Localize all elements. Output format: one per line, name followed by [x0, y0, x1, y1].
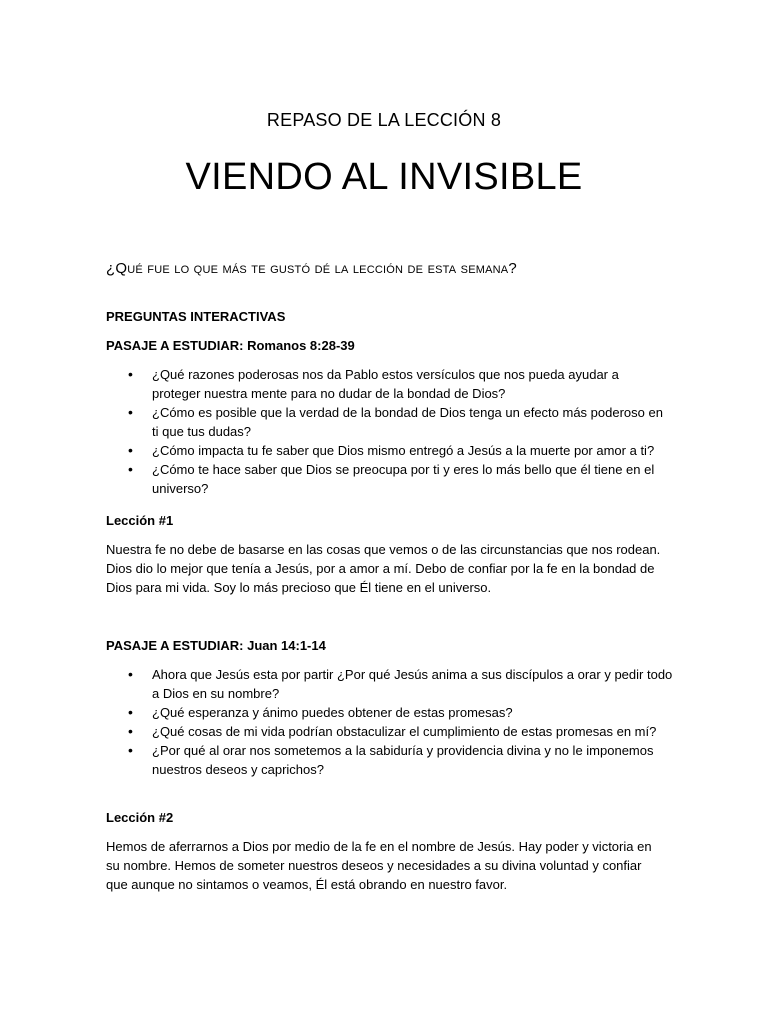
passage-2-label: PASAJE A ESTUDIAR: Juan 14:1-14	[106, 638, 326, 653]
section-heading: PREGUNTAS INTERACTIVAS	[106, 309, 286, 324]
list-item: • Ahora que Jesús esta por partir ¿Por qué Jesús anima a sus discípulos a orar y pedir todo a Dios en su nombre?	[106, 665, 676, 703]
list-item: • ¿Cómo impacta tu fe saber que Dios mismo entregó a Jesús a la muerte por amor a ti?	[106, 441, 666, 460]
page-title: VIENDO AL INVISIBLE	[185, 156, 583, 198]
intro-question: ¿Qué fue lo que más te gustó dé la lección de esta semana?	[106, 260, 517, 277]
lesson-1-text: Nuestra fe no debe de basarse en las cosas que vemos o de las circunstancias que nos rodean. Dios dio lo mejor que tenía a Jesús, por a amor a mí. Debo de confiar por la fe en la bondad de Dios para mi vida. Soy lo más precioso que Él tiene en el universo.	[106, 542, 661, 595]
lesson-2-text: Hemos de aferrarnos a Dios por medio de la fe en el nombre de Jesús. Hay poder y victoria en su nombre. Hemos de someter nuestros deseos y necesidades a su divina voluntad y confiar que aunque no sintamos o veamos, Él está obrando en nuestro favor.	[106, 839, 652, 892]
passage-2-questions	[106, 665, 676, 779]
list-item: • ¿Qué esperanza y ánimo puedes obtener de estas promesas?	[106, 703, 676, 722]
list-item: • ¿Por qué al orar nos sometemos a la sabiduría y providencia divina y no le imponemos nuestros deseos y caprichos?	[106, 741, 676, 779]
list-item: • ¿Qué razones poderosas nos da Pablo estos versículos que nos pueda ayudar a proteger nuestra mente para no dudar de la bondad de Dios?	[106, 365, 666, 403]
list-item: • ¿Cómo te hace saber que Dios se preocupa por ti y eres lo más bello que él tiene en el universo?	[106, 460, 666, 498]
passage-1-label: PASAJE A ESTUDIAR: Romanos 8:28-39	[106, 338, 355, 353]
lesson-1-label: Lección #1	[106, 513, 174, 528]
list-item: • ¿Qué cosas de mi vida podrían obstaculizar el cumplimiento de estas promesas en mí?	[106, 722, 676, 741]
lesson-2-label: Lección #2	[106, 810, 174, 825]
page-subtitle: REPASO DE LA LECCIÓN 8	[266, 110, 502, 130]
passage-1-questions	[106, 365, 666, 498]
list-item: • ¿Cómo es posible que la verdad de la bondad de Dios tenga un efecto más poderoso en ti que tus dudas?	[106, 403, 666, 441]
